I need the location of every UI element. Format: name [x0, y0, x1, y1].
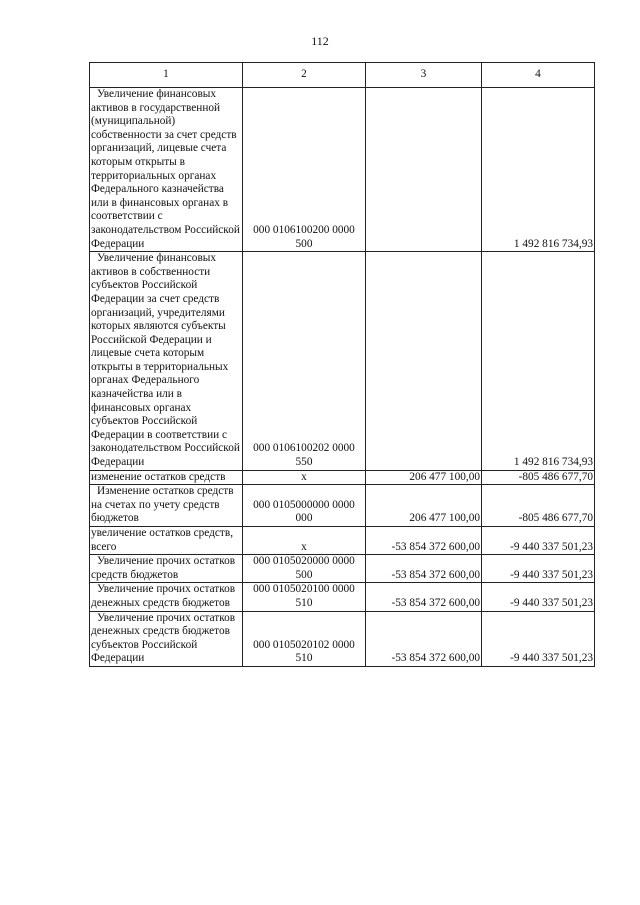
- row-col4-value: -805 486 677,70: [482, 470, 595, 485]
- table-row: [90, 583, 595, 611]
- row-name: Увеличение прочих остатков средств бюджетов: [91, 555, 236, 581]
- table-row: [90, 252, 595, 471]
- row-col4-value: -9 440 337 501,23: [482, 527, 595, 555]
- row-col4-value: -9 440 337 501,23: [482, 583, 595, 611]
- table-row: [90, 470, 595, 485]
- table-row: [90, 485, 595, 527]
- row-name-cell: [90, 252, 243, 471]
- row-name: Увеличение финансовых активов в государственной (муниципальной) собственности за счет средств организаций, лицевые счета которым открыты в территориальных органах Федерального казначейства или в финансовых органах в соответствии с законодательством Российской Федерации: [91, 88, 240, 250]
- row-name-cell: [90, 485, 243, 527]
- row-col3-value: 206 477 100,00: [366, 485, 482, 527]
- table-row: [90, 88, 595, 252]
- budget-table: [89, 62, 595, 667]
- row-name-cell: [90, 611, 243, 666]
- table-row: [90, 611, 595, 666]
- row-col3-value: -53 854 372 600,00: [366, 583, 482, 611]
- row-code: 000 0106100200 0000 500: [243, 88, 366, 252]
- row-name: увеличение остатков средств, всего: [91, 527, 234, 553]
- row-code: 000 0105020102 0000 510: [243, 611, 366, 666]
- row-col3-value: -53 854 372 600,00: [366, 611, 482, 666]
- row-col4-value: 1 492 816 734,93: [482, 252, 595, 471]
- column-header-2: 2: [243, 63, 366, 88]
- row-code: х: [243, 527, 366, 555]
- row-code: х: [243, 470, 366, 485]
- row-name-cell: [90, 88, 243, 252]
- column-header-4: 4: [482, 63, 595, 88]
- table-header-row: [90, 63, 595, 88]
- row-col4-value: -9 440 337 501,23: [482, 555, 595, 583]
- table-row: [90, 555, 595, 583]
- row-name: изменение остатков средств: [91, 470, 226, 483]
- row-name-cell: [90, 527, 243, 555]
- row-name-cell: [90, 583, 243, 611]
- row-col3-value: -53 854 372 600,00: [366, 555, 482, 583]
- row-name: Увеличение прочих остатков денежных средств бюджетов: [91, 583, 236, 609]
- row-code: 000 0105020100 0000 510: [243, 583, 366, 611]
- row-code: 000 0105020000 0000 500: [243, 555, 366, 583]
- row-code: 000 0106100202 0000 550: [243, 252, 366, 471]
- row-col4-value: -9 440 337 501,23: [482, 611, 595, 666]
- row-code: 000 0105000000 0000 000: [243, 485, 366, 527]
- page-number: 112: [311, 34, 329, 48]
- column-header-3: 3: [366, 63, 482, 88]
- row-name-cell: [90, 555, 243, 583]
- row-name: Увеличение финансовых активов в собственности субъектов Российской Федерации за счет средств организаций, учредителями которых являются субъекты Российской Федерации и лицевые счета которым открыты в территориальных органах Федерального казначейства или в финансовых органах субъектов Российской Федерации в соответствии с законодательством Российской Федерации: [91, 252, 240, 469]
- row-col3-value: -53 854 372 600,00: [366, 527, 482, 555]
- row-col3-value: [366, 88, 482, 252]
- column-header-1: 1: [90, 63, 243, 88]
- row-col4-value: 1 492 816 734,93: [482, 88, 595, 252]
- row-col3-value: [366, 252, 482, 471]
- row-name: Увеличение прочих остатков денежных средств бюджетов субъектов Российской Федерации: [91, 611, 236, 665]
- table-row: [90, 527, 595, 555]
- row-name-cell: [90, 470, 243, 485]
- row-col4-value: -805 486 677,70: [482, 485, 595, 527]
- row-col3-value: 206 477 100,00: [366, 470, 482, 485]
- row-name: Изменение остатков средств на счетах по учету средств бюджетов: [91, 485, 234, 525]
